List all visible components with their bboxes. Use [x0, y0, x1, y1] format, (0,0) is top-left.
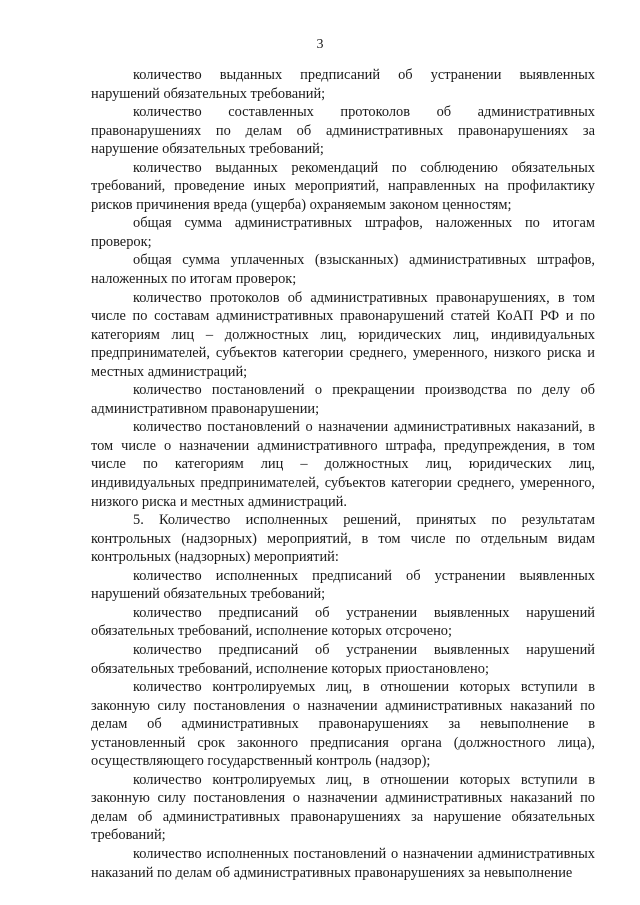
- document-body: [91, 66, 595, 882]
- paragraph: общая сумма уплаченных (взысканных) административных штрафов, наложенных по итогам проверок;: [91, 252, 595, 288]
- paragraph: количество предписаний об устранении выявленных нарушений обязательных требований, исполнение которых приостановлено;: [91, 641, 595, 677]
- paragraph: количество исполненных постановлений о назначении административных наказаний по делам об административных правонарушениях за невыполнение: [91, 845, 595, 881]
- paragraph: количество предписаний об устранении выявленных нарушений обязательных требований, исполнение которых отсрочено;: [91, 604, 595, 640]
- paragraph: количество выданных предписаний об устранении выявленных нарушений обязательных требований;: [91, 67, 595, 102]
- paragraph: количество протоколов об административных правонарушениях, в том числе по составам административных правонарушений статей КоАП РФ и по категориям лиц – должностных лиц, юридических лиц, индивидуальных предпринимателей, субъектов категории среднего, умеренного, низкого риска и местных администраций;: [91, 289, 595, 380]
- page-number: 3: [316, 37, 324, 52]
- paragraph: количество постановлений о прекращении производства по делу об административном правонарушении;: [91, 382, 595, 417]
- paragraph: количество контролируемых лиц, в отношении которых вступили в законную силу постановления о назначении административных наказаний по делам об административных правонарушениях за нарушение обязательных требований;: [91, 771, 595, 844]
- section-paragraph: 5. Количество исполненных решений, принятых по результатам контрольных (надзорных) мероприятий, в том числе по отдельным видам контрольных (надзорных) мероприятий:: [91, 512, 595, 566]
- paragraph: количество исполненных предписаний об устранении выявленных нарушений обязательных требований;: [91, 567, 595, 603]
- paragraph: количество выданных рекомендаций по соблюдению обязательных требований, проведение иных мероприятий, направленных на профилактику рисков причинения вреда (ущерба) охраняемым законом ценностям;: [91, 159, 595, 213]
- paragraph: количество постановлений о назначении административных наказаний, в том числе о назначении административного штрафа, предупреждения, в том числе по категориям лиц – должностных лиц, юридических лиц, индивидуальных предпринимателей, субъектов категории среднего, умеренного, низкого риска и местных администраций.: [91, 419, 595, 510]
- paragraph: количество составленных протоколов об административных правонарушениях по делам об административных правонарушениях за нарушение обязательных требований;: [91, 104, 595, 158]
- paragraph: общая сумма административных штрафов, наложенных по итогам проверок;: [91, 215, 595, 250]
- paragraph: количество контролируемых лиц, в отношении которых вступили в законную силу постановления о назначении административных наказаний по делам об административных правонарушениях за невыполнение в установленный срок законного предписания органа (должностного лица), осуществляющего государственный контроль (надзор);: [91, 679, 595, 770]
